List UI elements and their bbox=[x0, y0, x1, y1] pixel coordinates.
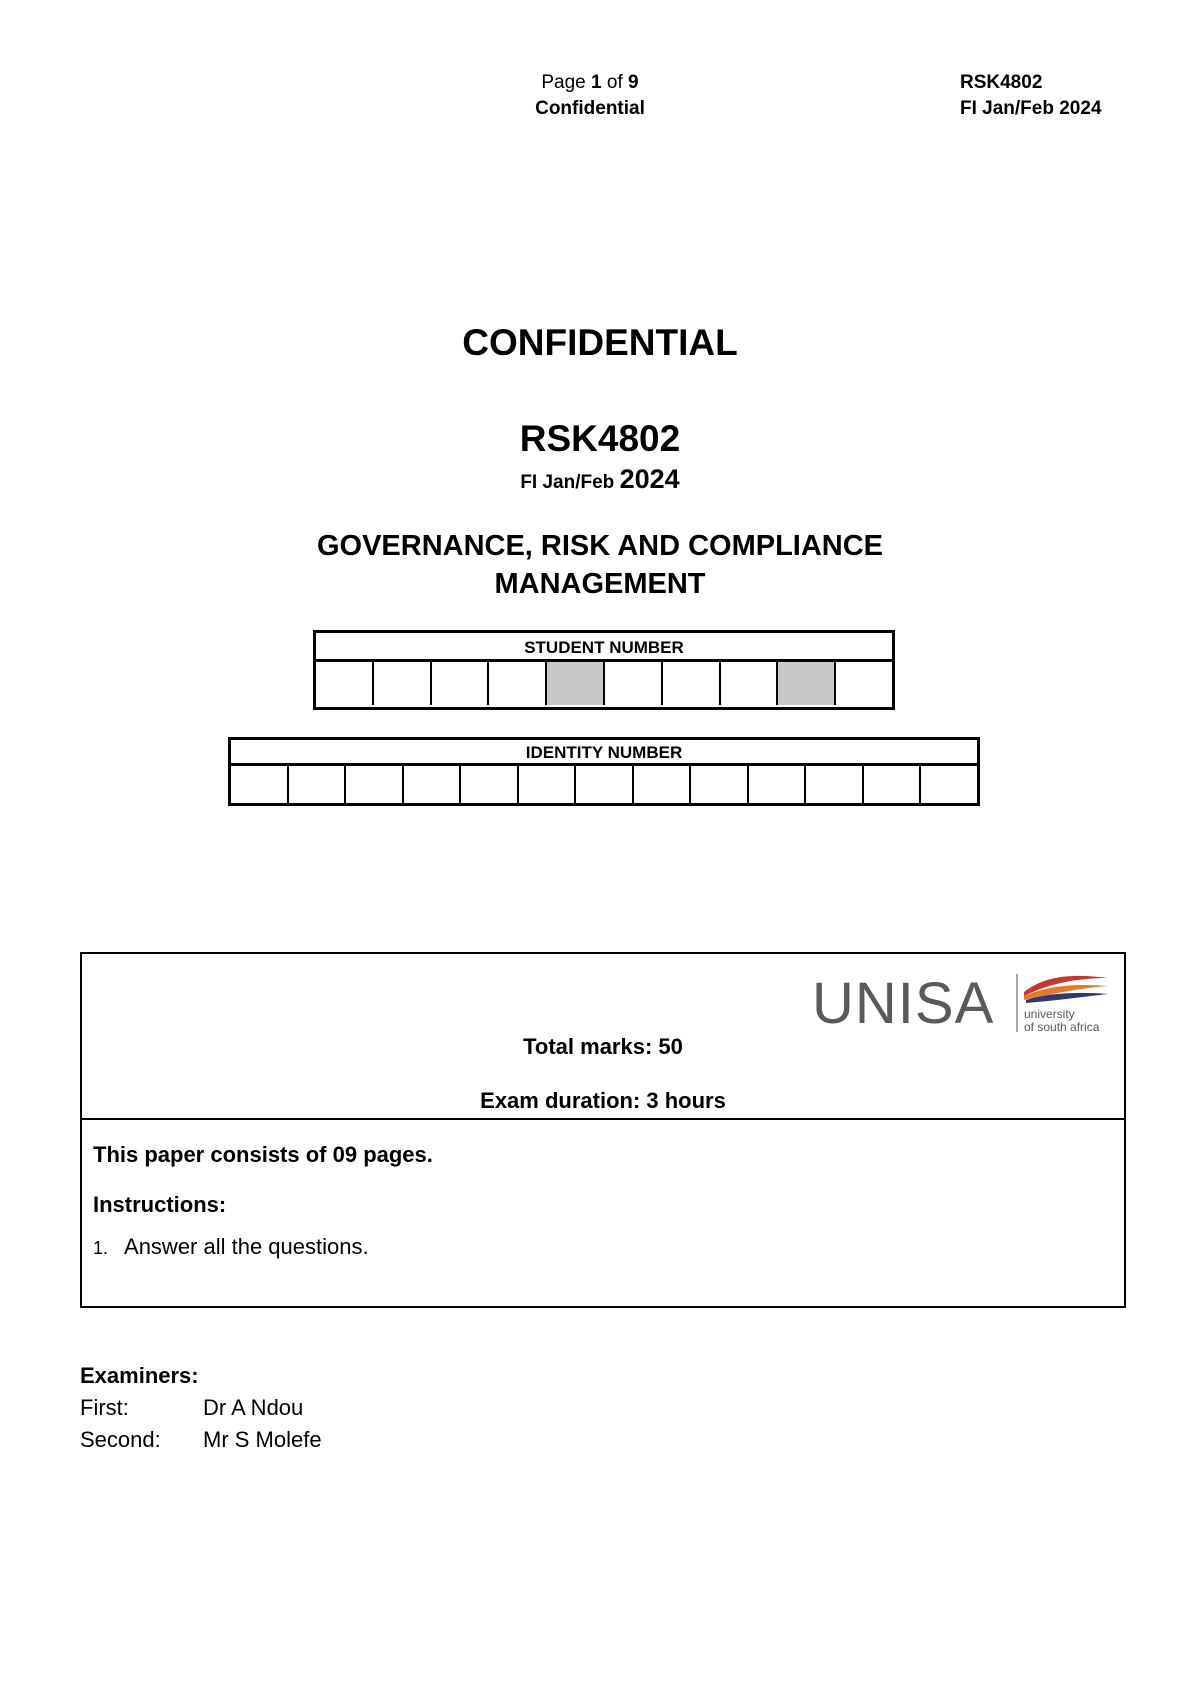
header-confidential: Confidential bbox=[535, 98, 645, 119]
identity-number-cell[interactable] bbox=[634, 766, 692, 803]
examiner-first-label: First: bbox=[80, 1395, 129, 1420]
instruction-item bbox=[93, 1234, 1124, 1262]
title-module-code: RSK4802 bbox=[519, 418, 681, 459]
student-number-cells bbox=[316, 662, 892, 705]
header-code: RSK4802 bbox=[960, 72, 1043, 93]
identity-number-cell[interactable] bbox=[519, 766, 577, 803]
identity-number-cell[interactable] bbox=[749, 766, 807, 803]
instruction-text: Answer all the questions. bbox=[124, 1234, 369, 1259]
logo-tagline-2: of south africa bbox=[1024, 1020, 1100, 1034]
title-subject: GOVERNANCE, RISK AND COMPLIANCE MANAGEMENT bbox=[316, 530, 884, 600]
examiner-first-row bbox=[80, 1395, 322, 1421]
student-number-cell[interactable] bbox=[778, 662, 836, 705]
student-number-cell[interactable] bbox=[836, 662, 892, 705]
exam-duration: Exam duration: 3 hours bbox=[480, 1088, 726, 1113]
page-indicator: Page 1 of 9 bbox=[541, 72, 639, 93]
identity-number-cell[interactable] bbox=[346, 766, 404, 803]
title-confidential: CONFIDENTIAL bbox=[462, 322, 738, 363]
student-number-grid bbox=[313, 630, 895, 710]
title-session: FI Jan/Feb 2024 bbox=[520, 464, 680, 494]
identity-number-cell[interactable] bbox=[289, 766, 347, 803]
identity-number-cell[interactable] bbox=[404, 766, 462, 803]
page-header-center bbox=[440, 70, 740, 122]
student-number-cell[interactable] bbox=[721, 662, 779, 705]
examiner-second-row bbox=[80, 1427, 322, 1453]
student-number-label: STUDENT NUMBER bbox=[316, 633, 892, 662]
examiner-second-name: Mr S Molefe bbox=[203, 1427, 322, 1452]
exam-info-box bbox=[80, 952, 1126, 1308]
page-count-note: This paper consists of 09 pages. bbox=[93, 1142, 433, 1167]
examiners-title: Examiners: bbox=[80, 1363, 199, 1388]
exam-info-header bbox=[82, 954, 1124, 1120]
identity-number-cell[interactable] bbox=[864, 766, 922, 803]
logo-tagline-1: university bbox=[1024, 1007, 1075, 1021]
exam-info-body bbox=[82, 1120, 1124, 1262]
student-number-cell[interactable] bbox=[605, 662, 663, 705]
identity-number-grid bbox=[228, 737, 980, 806]
examiner-second-label: Second: bbox=[80, 1427, 161, 1452]
logo-wordmark: UNISA bbox=[812, 971, 995, 1036]
student-number-cell[interactable] bbox=[316, 662, 374, 705]
identity-number-cell[interactable] bbox=[231, 766, 289, 803]
student-number-cell[interactable] bbox=[489, 662, 547, 705]
unisa-logo bbox=[812, 966, 1112, 1036]
page-header-right bbox=[960, 70, 1102, 122]
total-marks: Total marks: 50 bbox=[523, 1034, 683, 1059]
examiners-list bbox=[80, 1395, 322, 1453]
identity-number-cell[interactable] bbox=[921, 766, 977, 803]
header-session: FI Jan/Feb 2024 bbox=[960, 98, 1102, 119]
student-number-cell[interactable] bbox=[547, 662, 605, 705]
examiner-first-name: Dr A Ndou bbox=[203, 1395, 304, 1420]
identity-number-label: IDENTITY NUMBER bbox=[231, 740, 977, 766]
identity-number-cell[interactable] bbox=[576, 766, 634, 803]
identity-number-cell[interactable] bbox=[806, 766, 864, 803]
instruction-number: 1. bbox=[93, 1238, 109, 1258]
instructions-title: Instructions: bbox=[93, 1192, 227, 1217]
student-number-cell[interactable] bbox=[663, 662, 721, 705]
identity-number-cell[interactable] bbox=[691, 766, 749, 803]
student-number-cell[interactable] bbox=[432, 662, 490, 705]
student-number-cell[interactable] bbox=[374, 662, 432, 705]
identity-number-cell[interactable] bbox=[461, 766, 519, 803]
identity-number-cells bbox=[231, 766, 977, 803]
